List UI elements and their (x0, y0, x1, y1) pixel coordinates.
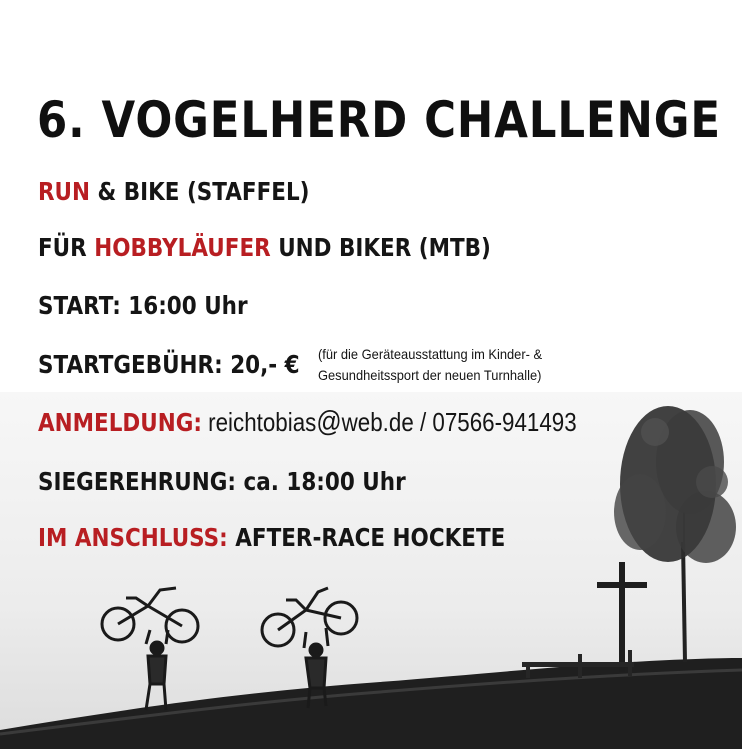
tree-silhouette-icon (614, 406, 736, 662)
line-fee: STARTGEBÜHR: 20,- € (38, 350, 300, 379)
poster-title: 6. VOGELHERD CHALLENGE (37, 91, 721, 149)
registration-at: @ (316, 406, 342, 438)
registration-email-domain: web.de (341, 407, 414, 437)
hill-scene-illustration (0, 392, 742, 749)
line-ceremony: SIEGEREHRUNG: ca. 18:00 Uhr (38, 467, 406, 496)
line-run-bike (38, 176, 309, 208)
rider-left (102, 588, 198, 710)
cross-silhouette-icon (597, 562, 647, 672)
fee-note (318, 344, 542, 386)
fee-note-line1: (für die Geräteausstattung im Kinder- & (318, 346, 543, 362)
audience-prefix: FÜR (38, 233, 95, 262)
audience-suffix: UND BIKER (MTB) (270, 233, 491, 262)
fee-note-line2: Gesundheitssport der neuen Turnhalle) (318, 367, 542, 383)
after-label: IM ANSCHLUSS: (38, 523, 228, 552)
audience-highlight: HOBBYLÄUFER (94, 233, 271, 262)
run-label: RUN (38, 177, 91, 206)
registration-phone: / 07566-941493 (413, 407, 577, 437)
run-bike-rest: & BIKE (STAFFEL) (90, 177, 310, 206)
line-start-time: START: 16:00 Uhr (38, 291, 248, 320)
after-text: AFTER-RACE HOCKETE (227, 523, 506, 552)
registration-label: ANMELDUNG: (38, 408, 202, 437)
line-audience (38, 232, 491, 264)
registration-email-user: reichtobias (201, 407, 317, 437)
